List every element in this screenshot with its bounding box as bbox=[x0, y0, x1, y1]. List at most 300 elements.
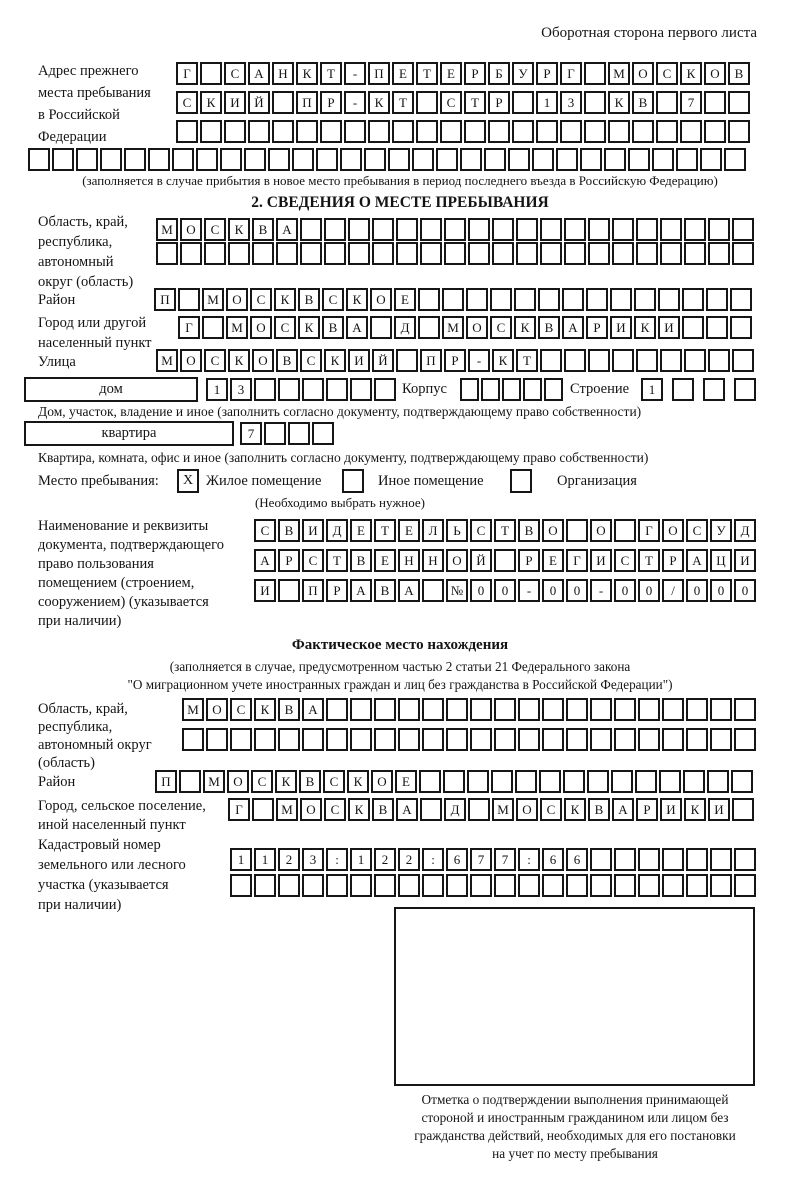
char-cell[interactable]: В bbox=[728, 62, 750, 85]
char-cell[interactable]: 0 bbox=[494, 579, 516, 602]
char-cell[interactable]: К bbox=[514, 316, 536, 339]
char-cell[interactable] bbox=[484, 148, 506, 171]
char-cell[interactable]: К bbox=[274, 288, 296, 311]
char-cell[interactable] bbox=[440, 120, 462, 143]
char-cell[interactable] bbox=[614, 848, 636, 871]
char-cell[interactable]: Р bbox=[636, 798, 658, 821]
char-cell[interactable]: 1 bbox=[206, 378, 228, 401]
char-cell[interactable] bbox=[684, 349, 706, 372]
char-cell[interactable] bbox=[662, 848, 684, 871]
char-cell[interactable]: Т bbox=[320, 62, 342, 85]
checkbox-inoe[interactable] bbox=[342, 469, 364, 493]
char-cell[interactable]: С bbox=[274, 316, 296, 339]
char-cell[interactable]: Д bbox=[444, 798, 466, 821]
checkbox-organizatsiya[interactable] bbox=[510, 469, 532, 493]
char-cell[interactable] bbox=[662, 874, 684, 897]
char-cell[interactable] bbox=[76, 148, 98, 171]
char-cell[interactable] bbox=[230, 728, 252, 751]
char-cell[interactable] bbox=[564, 242, 586, 265]
char-cell[interactable]: 6 bbox=[446, 848, 468, 871]
char-cell[interactable] bbox=[566, 519, 588, 542]
char-cell[interactable]: К bbox=[275, 770, 297, 793]
char-cell[interactable]: - bbox=[344, 91, 366, 114]
char-cell[interactable]: 0 bbox=[566, 579, 588, 602]
char-cell[interactable] bbox=[708, 242, 730, 265]
char-cell[interactable]: Р bbox=[444, 349, 466, 372]
char-cell[interactable]: В bbox=[588, 798, 610, 821]
char-cell[interactable]: 0 bbox=[686, 579, 708, 602]
char-cell[interactable] bbox=[392, 120, 414, 143]
char-cell[interactable] bbox=[608, 120, 630, 143]
char-cell[interactable]: М bbox=[492, 798, 514, 821]
char-cell[interactable]: В bbox=[299, 770, 321, 793]
char-cell[interactable]: К bbox=[346, 288, 368, 311]
char-cell[interactable] bbox=[182, 728, 204, 751]
char-cell[interactable] bbox=[542, 698, 564, 721]
char-cell[interactable] bbox=[488, 120, 510, 143]
char-cell[interactable] bbox=[374, 728, 396, 751]
char-cell[interactable]: М bbox=[442, 316, 464, 339]
char-cell[interactable] bbox=[734, 378, 756, 401]
char-cell[interactable] bbox=[302, 728, 324, 751]
char-cell[interactable] bbox=[652, 148, 674, 171]
char-cell[interactable] bbox=[540, 218, 562, 241]
char-cell[interactable]: О bbox=[227, 770, 249, 793]
char-cell[interactable] bbox=[584, 62, 606, 85]
char-cell[interactable] bbox=[444, 218, 466, 241]
char-cell[interactable] bbox=[368, 120, 390, 143]
char-cell[interactable]: О bbox=[662, 519, 684, 542]
char-cell[interactable] bbox=[604, 148, 626, 171]
char-cell[interactable] bbox=[326, 698, 348, 721]
char-cell[interactable]: А bbox=[396, 798, 418, 821]
char-cell[interactable] bbox=[614, 698, 636, 721]
char-cell[interactable] bbox=[734, 848, 756, 871]
char-cell[interactable]: Н bbox=[272, 62, 294, 85]
char-cell[interactable] bbox=[446, 728, 468, 751]
char-cell[interactable] bbox=[196, 148, 218, 171]
char-cell[interactable]: И bbox=[658, 316, 680, 339]
char-cell[interactable] bbox=[324, 218, 346, 241]
char-cell[interactable]: М bbox=[203, 770, 225, 793]
char-cell[interactable] bbox=[523, 378, 542, 401]
char-cell[interactable] bbox=[494, 874, 516, 897]
char-cell[interactable] bbox=[300, 218, 322, 241]
char-cell[interactable] bbox=[398, 728, 420, 751]
char-cell[interactable]: К bbox=[296, 62, 318, 85]
char-cell[interactable]: В bbox=[518, 519, 540, 542]
char-cell[interactable] bbox=[635, 770, 657, 793]
char-cell[interactable] bbox=[659, 770, 681, 793]
char-cell[interactable] bbox=[422, 728, 444, 751]
char-cell[interactable]: Т bbox=[494, 519, 516, 542]
char-cell[interactable] bbox=[206, 728, 228, 751]
char-cell[interactable] bbox=[612, 349, 634, 372]
char-cell[interactable]: Й bbox=[470, 549, 492, 572]
char-cell[interactable]: К bbox=[608, 91, 630, 114]
char-cell[interactable]: 6 bbox=[566, 848, 588, 871]
char-cell[interactable]: С bbox=[230, 698, 252, 721]
char-cell[interactable]: К bbox=[564, 798, 586, 821]
char-cell[interactable] bbox=[52, 148, 74, 171]
char-cell[interactable] bbox=[278, 378, 300, 401]
char-cell[interactable] bbox=[564, 349, 586, 372]
char-cell[interactable]: О bbox=[180, 349, 202, 372]
char-cell[interactable] bbox=[350, 874, 372, 897]
char-cell[interactable]: М bbox=[182, 698, 204, 721]
char-cell[interactable] bbox=[590, 728, 612, 751]
char-cell[interactable] bbox=[268, 148, 290, 171]
char-cell[interactable]: Й bbox=[248, 91, 270, 114]
char-cell[interactable]: П bbox=[155, 770, 177, 793]
char-cell[interactable]: И bbox=[660, 798, 682, 821]
char-cell[interactable] bbox=[202, 316, 224, 339]
char-cell[interactable]: А bbox=[612, 798, 634, 821]
char-cell[interactable]: Е bbox=[374, 549, 396, 572]
char-cell[interactable] bbox=[248, 120, 270, 143]
char-cell[interactable] bbox=[710, 698, 732, 721]
char-cell[interactable] bbox=[468, 798, 490, 821]
char-cell[interactable]: Б bbox=[488, 62, 510, 85]
char-cell[interactable] bbox=[443, 770, 465, 793]
char-cell[interactable] bbox=[707, 770, 729, 793]
char-cell[interactable] bbox=[350, 698, 372, 721]
char-cell[interactable] bbox=[296, 120, 318, 143]
char-cell[interactable]: К bbox=[684, 798, 706, 821]
char-cell[interactable] bbox=[656, 91, 678, 114]
char-cell[interactable]: С bbox=[490, 316, 512, 339]
char-cell[interactable] bbox=[660, 218, 682, 241]
char-cell[interactable]: С bbox=[323, 770, 345, 793]
char-cell[interactable]: К bbox=[347, 770, 369, 793]
char-cell[interactable]: И bbox=[254, 579, 276, 602]
char-cell[interactable] bbox=[446, 698, 468, 721]
char-cell[interactable]: Т bbox=[516, 349, 538, 372]
char-cell[interactable]: Д bbox=[394, 316, 416, 339]
char-cell[interactable]: В bbox=[276, 349, 298, 372]
char-cell[interactable]: Е bbox=[440, 62, 462, 85]
char-cell[interactable] bbox=[706, 288, 728, 311]
char-cell[interactable]: 7 bbox=[680, 91, 702, 114]
char-cell[interactable] bbox=[538, 288, 560, 311]
char-cell[interactable]: Г bbox=[566, 549, 588, 572]
char-cell[interactable] bbox=[300, 242, 322, 265]
char-cell[interactable] bbox=[731, 770, 753, 793]
char-cell[interactable] bbox=[468, 242, 490, 265]
char-cell[interactable] bbox=[252, 242, 274, 265]
char-cell[interactable] bbox=[536, 120, 558, 143]
char-cell[interactable] bbox=[587, 770, 609, 793]
char-cell[interactable] bbox=[734, 728, 756, 751]
char-cell[interactable] bbox=[494, 698, 516, 721]
char-cell[interactable] bbox=[560, 120, 582, 143]
char-cell[interactable]: 3 bbox=[230, 378, 252, 401]
char-cell[interactable] bbox=[676, 148, 698, 171]
char-cell[interactable] bbox=[614, 728, 636, 751]
char-cell[interactable]: С bbox=[614, 549, 636, 572]
char-cell[interactable] bbox=[580, 148, 602, 171]
char-cell[interactable]: О bbox=[206, 698, 228, 721]
char-cell[interactable] bbox=[348, 242, 370, 265]
char-cell[interactable]: В bbox=[322, 316, 344, 339]
char-cell[interactable]: И bbox=[734, 549, 756, 572]
char-cell[interactable] bbox=[228, 242, 250, 265]
char-cell[interactable]: 7 bbox=[494, 848, 516, 871]
char-cell[interactable] bbox=[436, 148, 458, 171]
char-cell[interactable]: Р bbox=[518, 549, 540, 572]
char-cell[interactable]: 0 bbox=[614, 579, 636, 602]
char-cell[interactable]: № bbox=[446, 579, 468, 602]
char-cell[interactable] bbox=[444, 242, 466, 265]
char-cell[interactable] bbox=[514, 288, 536, 311]
char-cell[interactable] bbox=[418, 316, 440, 339]
char-cell[interactable] bbox=[100, 148, 122, 171]
char-cell[interactable] bbox=[316, 148, 338, 171]
char-cell[interactable]: П bbox=[302, 579, 324, 602]
char-cell[interactable] bbox=[272, 120, 294, 143]
char-cell[interactable] bbox=[730, 316, 752, 339]
char-cell[interactable]: Р bbox=[662, 549, 684, 572]
char-cell[interactable]: С bbox=[204, 218, 226, 241]
char-cell[interactable] bbox=[588, 242, 610, 265]
char-cell[interactable] bbox=[254, 874, 276, 897]
char-cell[interactable] bbox=[460, 148, 482, 171]
char-cell[interactable] bbox=[512, 120, 534, 143]
char-cell[interactable] bbox=[686, 728, 708, 751]
char-cell[interactable] bbox=[611, 770, 633, 793]
char-cell[interactable]: В bbox=[632, 91, 654, 114]
char-cell[interactable]: Е bbox=[350, 519, 372, 542]
char-cell[interactable] bbox=[512, 91, 534, 114]
char-cell[interactable] bbox=[590, 698, 612, 721]
char-cell[interactable] bbox=[704, 91, 726, 114]
char-cell[interactable] bbox=[703, 378, 725, 401]
char-cell[interactable]: С bbox=[470, 519, 492, 542]
char-cell[interactable]: О bbox=[180, 218, 202, 241]
char-cell[interactable] bbox=[492, 218, 514, 241]
char-cell[interactable] bbox=[224, 120, 246, 143]
char-cell[interactable] bbox=[612, 218, 634, 241]
char-cell[interactable] bbox=[179, 770, 201, 793]
char-cell[interactable] bbox=[686, 874, 708, 897]
char-cell[interactable]: Г bbox=[228, 798, 250, 821]
char-cell[interactable] bbox=[176, 120, 198, 143]
char-cell[interactable] bbox=[532, 148, 554, 171]
char-cell[interactable] bbox=[724, 148, 746, 171]
char-cell[interactable] bbox=[446, 874, 468, 897]
char-cell[interactable]: С bbox=[204, 349, 226, 372]
char-cell[interactable]: С bbox=[302, 549, 324, 572]
char-cell[interactable]: М bbox=[226, 316, 248, 339]
char-cell[interactable]: А bbox=[562, 316, 584, 339]
char-cell[interactable] bbox=[584, 91, 606, 114]
char-cell[interactable]: Р bbox=[586, 316, 608, 339]
char-cell[interactable]: 0 bbox=[470, 579, 492, 602]
char-cell[interactable] bbox=[348, 218, 370, 241]
char-cell[interactable] bbox=[416, 91, 438, 114]
char-cell[interactable]: С bbox=[322, 288, 344, 311]
char-cell[interactable] bbox=[588, 218, 610, 241]
char-cell[interactable]: О bbox=[632, 62, 654, 85]
char-cell[interactable]: Т bbox=[638, 549, 660, 572]
char-cell[interactable] bbox=[556, 148, 578, 171]
char-cell[interactable]: 1 bbox=[536, 91, 558, 114]
char-cell[interactable]: В bbox=[374, 579, 396, 602]
char-cell[interactable]: В bbox=[278, 698, 300, 721]
char-cell[interactable] bbox=[540, 349, 562, 372]
char-cell[interactable]: И bbox=[590, 549, 612, 572]
char-cell[interactable]: Ь bbox=[446, 519, 468, 542]
char-cell[interactable] bbox=[686, 848, 708, 871]
char-cell[interactable]: 2 bbox=[278, 848, 300, 871]
char-cell[interactable]: С bbox=[300, 349, 322, 372]
char-cell[interactable] bbox=[467, 770, 489, 793]
char-cell[interactable] bbox=[374, 698, 396, 721]
char-cell[interactable] bbox=[396, 242, 418, 265]
char-cell[interactable] bbox=[490, 288, 512, 311]
char-cell[interactable] bbox=[419, 770, 441, 793]
char-cell[interactable]: А bbox=[398, 579, 420, 602]
char-cell[interactable] bbox=[704, 120, 726, 143]
char-cell[interactable] bbox=[684, 242, 706, 265]
char-cell[interactable] bbox=[634, 288, 656, 311]
char-cell[interactable] bbox=[372, 218, 394, 241]
char-cell[interactable]: - bbox=[518, 579, 540, 602]
char-cell[interactable] bbox=[442, 288, 464, 311]
char-cell[interactable]: К bbox=[228, 218, 250, 241]
char-cell[interactable]: С bbox=[176, 91, 198, 114]
char-cell[interactable]: Т bbox=[464, 91, 486, 114]
char-cell[interactable]: П bbox=[154, 288, 176, 311]
char-cell[interactable] bbox=[230, 874, 252, 897]
char-cell[interactable] bbox=[302, 378, 324, 401]
char-cell[interactable] bbox=[732, 349, 754, 372]
char-cell[interactable]: С bbox=[440, 91, 462, 114]
char-cell[interactable] bbox=[590, 848, 612, 871]
char-cell[interactable] bbox=[638, 728, 660, 751]
char-cell[interactable]: 1 bbox=[641, 378, 663, 401]
char-cell[interactable] bbox=[614, 874, 636, 897]
char-cell[interactable]: В bbox=[372, 798, 394, 821]
char-cell[interactable] bbox=[276, 242, 298, 265]
char-cell[interactable]: Е bbox=[398, 519, 420, 542]
char-cell[interactable] bbox=[710, 874, 732, 897]
char-cell[interactable]: К bbox=[368, 91, 390, 114]
char-cell[interactable] bbox=[374, 874, 396, 897]
char-cell[interactable]: - bbox=[468, 349, 490, 372]
char-cell[interactable]: В bbox=[350, 549, 372, 572]
char-cell[interactable]: У bbox=[512, 62, 534, 85]
char-cell[interactable]: У bbox=[710, 519, 732, 542]
char-cell[interactable]: М bbox=[156, 349, 178, 372]
char-cell[interactable] bbox=[684, 218, 706, 241]
char-cell[interactable]: О bbox=[371, 770, 393, 793]
char-cell[interactable]: Е bbox=[394, 288, 416, 311]
char-cell[interactable] bbox=[124, 148, 146, 171]
char-cell[interactable] bbox=[412, 148, 434, 171]
char-cell[interactable]: : bbox=[326, 848, 348, 871]
char-cell[interactable] bbox=[564, 218, 586, 241]
char-cell[interactable] bbox=[542, 728, 564, 751]
char-cell[interactable] bbox=[372, 242, 394, 265]
char-cell[interactable]: И bbox=[224, 91, 246, 114]
char-cell[interactable]: Р bbox=[320, 91, 342, 114]
char-cell[interactable] bbox=[710, 848, 732, 871]
char-cell[interactable] bbox=[682, 288, 704, 311]
char-cell[interactable]: В bbox=[252, 218, 274, 241]
char-cell[interactable] bbox=[370, 316, 392, 339]
checkbox-zhiloe[interactable]: X bbox=[177, 469, 199, 493]
char-cell[interactable] bbox=[584, 120, 606, 143]
char-cell[interactable] bbox=[278, 728, 300, 751]
char-cell[interactable] bbox=[28, 148, 50, 171]
char-cell[interactable] bbox=[566, 698, 588, 721]
char-cell[interactable] bbox=[398, 874, 420, 897]
char-cell[interactable]: Р bbox=[464, 62, 486, 85]
char-cell[interactable] bbox=[466, 288, 488, 311]
char-cell[interactable]: И bbox=[708, 798, 730, 821]
char-cell[interactable] bbox=[172, 148, 194, 171]
char-cell[interactable]: С bbox=[250, 288, 272, 311]
char-cell[interactable] bbox=[350, 728, 372, 751]
char-cell[interactable]: 7 bbox=[240, 422, 262, 445]
char-cell[interactable] bbox=[540, 242, 562, 265]
char-cell[interactable]: 1 bbox=[254, 848, 276, 871]
char-cell[interactable] bbox=[683, 770, 705, 793]
char-cell[interactable]: О bbox=[516, 798, 538, 821]
char-cell[interactable]: О bbox=[590, 519, 612, 542]
char-cell[interactable] bbox=[420, 218, 442, 241]
char-cell[interactable]: С bbox=[324, 798, 346, 821]
char-cell[interactable]: 2 bbox=[398, 848, 420, 871]
char-cell[interactable] bbox=[734, 698, 756, 721]
char-cell[interactable] bbox=[464, 120, 486, 143]
char-cell[interactable]: Г bbox=[560, 62, 582, 85]
char-cell[interactable]: Р bbox=[326, 579, 348, 602]
char-cell[interactable]: В bbox=[278, 519, 300, 542]
char-cell[interactable]: Д bbox=[326, 519, 348, 542]
char-cell[interactable] bbox=[728, 91, 750, 114]
char-cell[interactable]: Р bbox=[278, 549, 300, 572]
char-cell[interactable] bbox=[494, 728, 516, 751]
char-cell[interactable]: 3 bbox=[302, 848, 324, 871]
char-cell[interactable]: Е bbox=[392, 62, 414, 85]
char-cell[interactable]: П bbox=[368, 62, 390, 85]
char-cell[interactable]: Т bbox=[374, 519, 396, 542]
char-cell[interactable]: О bbox=[252, 349, 274, 372]
char-cell[interactable] bbox=[638, 848, 660, 871]
char-cell[interactable]: : bbox=[518, 848, 540, 871]
char-cell[interactable] bbox=[302, 874, 324, 897]
char-cell[interactable] bbox=[288, 422, 310, 445]
char-cell[interactable]: 6 bbox=[542, 848, 564, 871]
char-cell[interactable] bbox=[420, 242, 442, 265]
char-cell[interactable] bbox=[340, 148, 362, 171]
char-cell[interactable] bbox=[508, 148, 530, 171]
char-cell[interactable] bbox=[344, 120, 366, 143]
char-cell[interactable]: Д bbox=[734, 519, 756, 542]
char-cell[interactable]: К bbox=[634, 316, 656, 339]
char-cell[interactable] bbox=[682, 316, 704, 339]
char-cell[interactable] bbox=[544, 378, 563, 401]
char-cell[interactable]: О bbox=[300, 798, 322, 821]
char-cell[interactable] bbox=[706, 316, 728, 339]
char-cell[interactable] bbox=[566, 728, 588, 751]
char-cell[interactable]: - bbox=[590, 579, 612, 602]
char-cell[interactable]: Т bbox=[326, 549, 348, 572]
char-cell[interactable] bbox=[628, 148, 650, 171]
char-cell[interactable] bbox=[636, 218, 658, 241]
